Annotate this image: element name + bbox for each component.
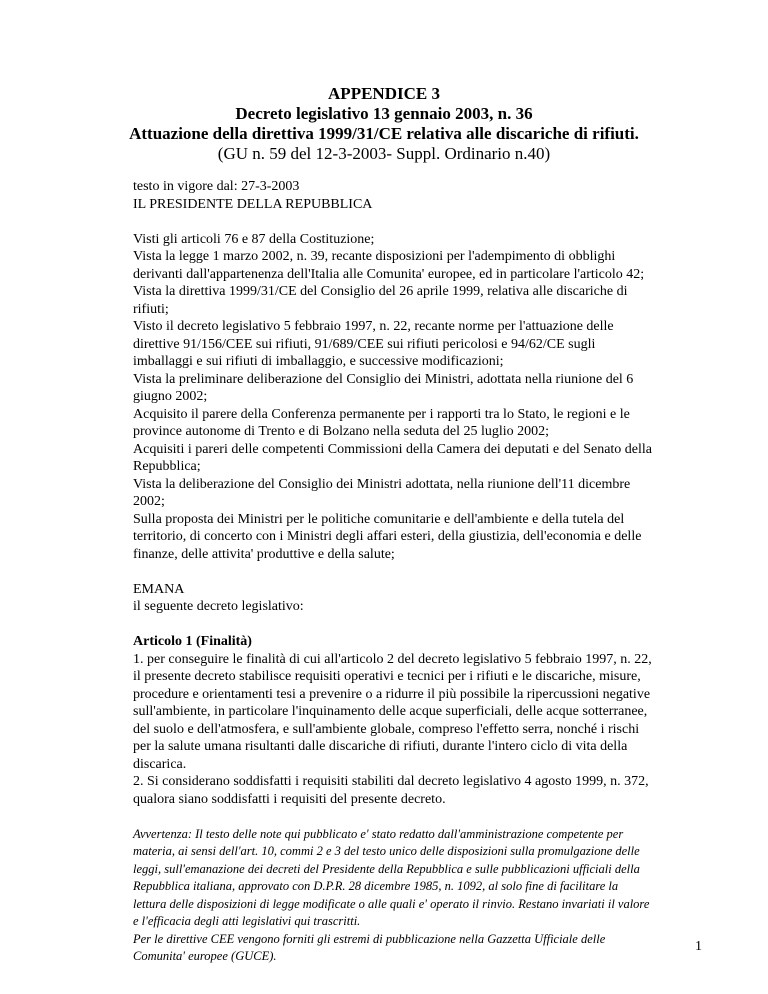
in-force-date: testo in vigore dal: 27-3-2003 — [133, 179, 300, 194]
page-number: 1 — [695, 939, 702, 954]
document-header — [70, 84, 698, 164]
recital: Acquisito il parere della Conferenza permanente per i rapporti tra lo Stato, le regioni e le province autonome di Trento e di Bolzano nella seduta del 25 luglio 2002; — [133, 406, 630, 439]
recital: Vista la legge 1 marzo 2002, n. 39, recante disposizioni per l'adempimento di obblighi derivanti dall'appartenenza dell'Italia alle Comunita' europee, ed in particolare l'articolo 42; — [133, 249, 645, 282]
recital: Acquisiti i pareri delle competenti Commissioni della Camera dei deputati e del Senato della Repubblica; — [133, 441, 653, 474]
appendix-title: APPENDICE 3 — [328, 84, 440, 103]
recital: Vista la preliminare deliberazione del Consiglio dei Ministri, adottata nella riunione del 6 giugno 2002; — [133, 371, 634, 404]
enacting-formula: EMANA — [133, 581, 185, 597]
decree-subject: Attuazione della direttiva 1999/31/CE relativa alle discariche di rifiuti. — [129, 124, 639, 143]
recital: Visto il decreto legislativo 5 febbraio 1997, n. 22, recante norme per l'attuazione delle direttive 91/156/CEE sui rifiuti, 91/689/CEE sui rifiuti pericolosi e 94/62/CE sugli imballaggi e sui rifiuti di imballaggio, e successive modificazioni; — [133, 319, 614, 369]
recital: Vista la direttiva 1999/31/CE del Consiglio del 26 aprile 1999, relativa alle discariche di rifiuti; — [133, 284, 628, 317]
notes-cee: Per le direttive CEE vengono forniti gli estremi di pubblicazione nella Gazzetta Ufficiale delle Comunita' europee (GUCE). — [133, 931, 606, 963]
gazette-reference: (GU n. 59 del 12-3-2003- Suppl. Ordinario n.40) — [217, 144, 551, 163]
president-heading: IL PRESIDENTE DELLA REPUBBLICA — [133, 196, 373, 212]
recital: Visti gli articoli 76 e 87 della Costituzione; — [133, 231, 375, 247]
recital: Vista la deliberazione del Consiglio dei Ministri adottata, nella riunione dell'11 dicembre 2002; — [133, 476, 631, 509]
document-body — [133, 178, 653, 966]
article-1-title: Articolo 1 (Finalità) — [133, 634, 252, 649]
decree-title: Decreto legislativo 13 gennaio 2003, n. 36 — [235, 104, 533, 123]
article-1-paragraph: 1. per conseguire le finalità di cui all'articolo 2 del decreto legislativo 5 febbraio 1997, n. 22, il presente decreto stabilisce requisiti operativi e tecnici per i rifiuti e le discariche, misure, procedure e orientamenti tesi a prevenire o a ridurre il più possibile la ripercussioni negative sull'ambiente, in particolare l'inquinamento delle acque superficiali, delle acque sotterranee, del suolo e dell'atmosfera, e sull'ambiente globale, compreso l'effetto serra, nonché i rischi per la salute umana risultanti dalle discariche di rifiuti, durante l'intero ciclo di vita della discarica. — [133, 651, 652, 772]
notes-warning: Avvertenza: Il testo delle note qui pubblicato e' stato redatto dall'amministrazione competente per materia, ai sensi dell'art. 10, commi 2 e 3 del testo unico delle disposizioni sulla promulgazione delle leggi, sull'emanazione dei decreti del Presidente della Repubblica e sulle pubblicazioni ufficiali della Repubblica italiana, approvato con D.P.R. 28 dicembre 1985, n. 1092, al solo fine di facilitare la lettura delle disposizioni di legge modificate o alle quali e' operato il rinvio. Restano invariati il valore e l'efficacia degli atti legislativi qui trascritti. — [133, 826, 650, 928]
recitals — [133, 231, 653, 564]
recital: Sulla proposta dei Ministri per le politiche comunitarie e dell'ambiente e della tutela del territorio, di concerto con i Ministri degli affari esteri, della giustizia, dell'economia e delle finanze, delle attivita' produttive e della salute; — [133, 511, 642, 562]
article-1-paragraph: 2. Si considerano soddisfatti i requisiti stabiliti dal decreto legislativo 4 agosto 1999, n. 372, qualora siano soddisfatti i requisiti del presente decreto. — [133, 774, 649, 807]
enacting-text: il seguente decreto legislativo: — [133, 599, 304, 614]
